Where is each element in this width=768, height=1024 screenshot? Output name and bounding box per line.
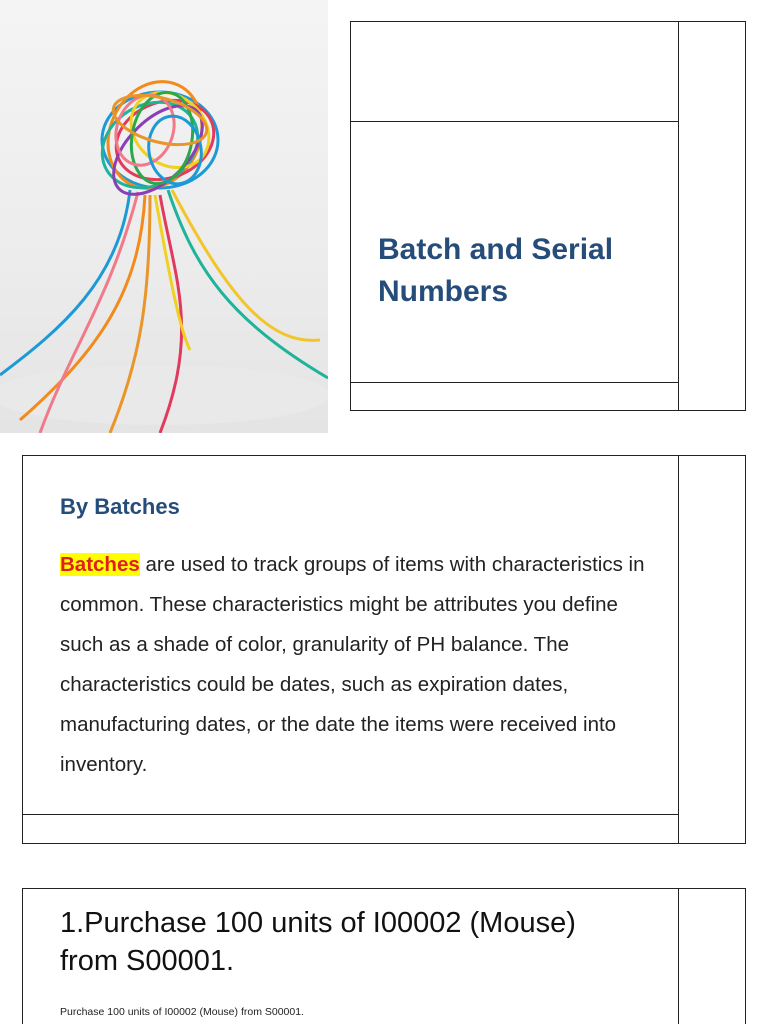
slide-title: Batch and Serial Numbers	[378, 233, 614, 308]
step-one-slide	[22, 888, 746, 1024]
tangled-cables-image	[0, 0, 328, 433]
by-batches-slide	[22, 455, 746, 844]
step-caption: Purchase 100 units of I00002 (Mouse) from S00001.	[60, 1006, 304, 1018]
title-slide	[350, 21, 746, 411]
slide-divider	[678, 22, 679, 410]
body-text: are used to track groups of items with characteristics in common. These characteristics might be attributes you define such as a shade of color, granularity of PH balance. The characteristics could be dates, such as expiration dates, manufacturing dates, or the date the items were received into inventory.	[60, 553, 645, 776]
slide-divider	[678, 456, 679, 843]
step-heading: 1.Purchase 100 units of I00002 (Mouse) from S00001.	[60, 907, 576, 977]
tangled-cables-illustration	[0, 0, 328, 433]
slide-divider	[351, 121, 678, 122]
section-heading: By Batches	[60, 494, 180, 519]
section-body	[60, 545, 660, 785]
highlighted-term: Batches	[60, 553, 140, 576]
slide-divider	[351, 382, 678, 383]
slide-divider	[23, 814, 678, 815]
